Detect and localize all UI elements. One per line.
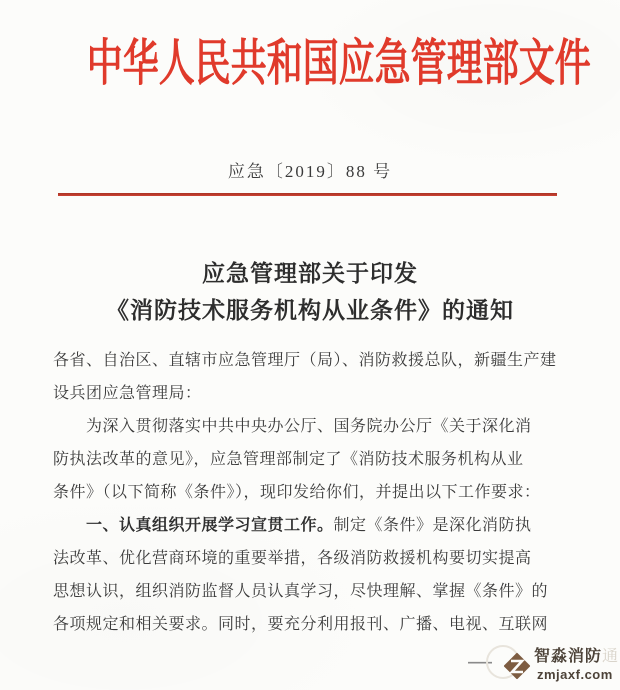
- body-line-text: 条件》（以下简称《条件》），现印发给你们，并提出以下工作要求：: [53, 484, 541, 501]
- body-line-text: 设兵团应急管理局：: [53, 385, 202, 402]
- body-line-text: 各省、自治区、直辖市应急管理厅（局）、消防救援总队，新疆生产建: [53, 352, 557, 369]
- document-number: 应急〔2019〕88 号: [227, 162, 393, 181]
- watermark-faint-char: 通: [602, 648, 620, 665]
- body-line: [53, 542, 565, 575]
- body-line: [53, 410, 565, 443]
- body-line-text: 制定《条件》是深化消防执: [333, 517, 532, 534]
- body-line: [53, 443, 565, 476]
- letterhead-title: 中华人民共和国应急管理部文件: [86, 35, 591, 91]
- watermark-name-text: 智淼消防: [534, 648, 603, 665]
- body-line: [53, 509, 565, 542]
- page-number-dash: —: [468, 648, 492, 675]
- body-line-text: 思想认识，组织消防监督人员认真学习，尽快理解、掌握《条件》的: [53, 583, 549, 600]
- paragraph-lead: 一、认真组织开展学习宣贯工作。: [86, 517, 334, 534]
- body-line-text: 法改革、优化营商环境的重要举措，各级消防救援机构要切实提高: [53, 550, 532, 567]
- watermark-logo-icon: [502, 648, 532, 686]
- document-title-line-1: 应急管理部关于印发: [202, 261, 418, 286]
- watermark-name: [534, 647, 619, 667]
- body-line-text: 防执法改革的意见》，应急管理部制定了《消防技术服务机构从业: [53, 451, 524, 468]
- body-line: [53, 476, 565, 509]
- watermark-site: zmjaxf.com: [537, 667, 613, 682]
- body-line-text: 各项规定和相关要求。同时，要充分利用报刊、广播、电视、互联网: [53, 616, 549, 633]
- document-body: [53, 344, 565, 641]
- body-line-text: 为深入贯彻落实中共中央办公厅、国务院办公厅《关于深化消: [86, 418, 532, 435]
- body-line: [53, 344, 565, 377]
- body-line: [53, 575, 565, 608]
- body-line: [53, 608, 565, 641]
- document-title: [0, 255, 620, 329]
- red-divider-line: [58, 193, 557, 196]
- watermark: [482, 644, 620, 690]
- body-line: [53, 377, 565, 410]
- document-title-line-2: 《消防技术服务机构从业条件》的通知: [106, 298, 514, 323]
